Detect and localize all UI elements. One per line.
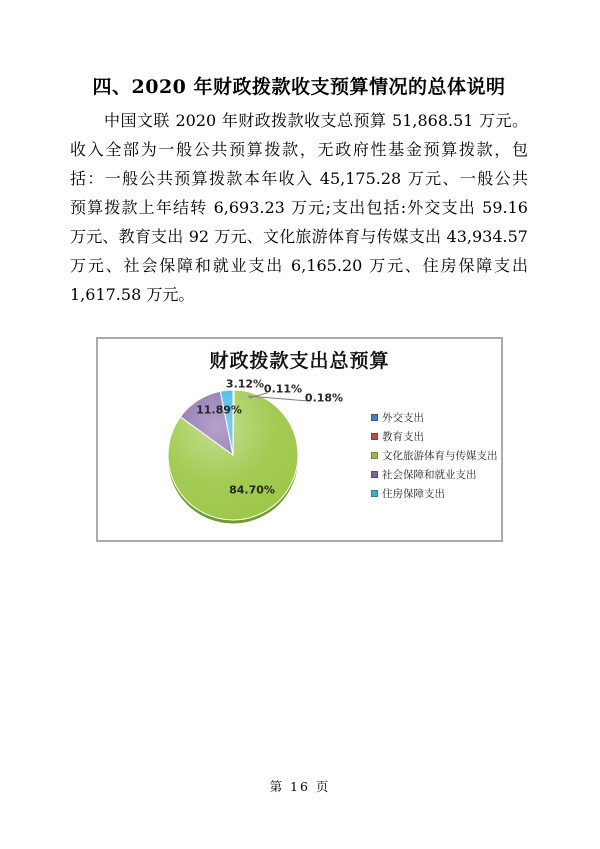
body-line: 中国文联 2020 年财政拨款收支总预算 51,868.51 万元。 [104,111,528,130]
page-number: 第 16 页 [269,779,331,794]
pie-percent-label-waijiao: 0.11% [263,382,303,396]
legend-label: 外交支出 [382,412,424,424]
body-line: 万元、教育支出 92 万元、文化旅游体育与传媒支出 43,934.57 [70,227,528,246]
legend-item-shehui [371,469,498,480]
pie-chart [98,339,501,540]
legend-item-zhufang [371,488,498,499]
legend-item-jiaoyu [371,431,498,442]
pie-chart-frame [96,337,503,542]
pie-percent-label-shehui: 11.89% [196,403,242,417]
chart-legend [371,412,498,499]
body-line: 1,617.58 万元。 [70,285,195,304]
legend-item-wenhua [371,450,498,461]
section-title: 四、2020 年财政拨款收支预算情况的总体说明 [92,76,506,98]
legend-swatch-icon [371,490,378,497]
body-line: 万元、社会保障和就业支出 6,165.20 万元、住房保障支出 [70,256,528,275]
pie-percent-label-wenhua: 84.70% [229,483,275,497]
legend-label: 住房保障支出 [382,488,445,500]
legend-swatch-icon [371,433,378,440]
legend-label: 文化旅游体育与传媒支出 [382,450,498,462]
legend-swatch-icon [371,471,378,478]
legend-label: 教育支出 [382,431,424,443]
pie-percent-label-jiaoyu: 0.18% [304,391,344,405]
body-line: 预算拨款上年结转 6,693.23 万元;支出包括:外交支出 59.16 [70,198,528,217]
body-paragraph [70,106,528,309]
legend-item-waijiao [371,412,498,423]
body-line: 收入全部为一般公共预算拨款，无政府性基金预算拨款，包 [70,140,528,159]
pie-percent-label-zhufang: 3.12% [225,377,265,391]
chart-title: 财政拨款支出总预算 [209,350,390,372]
legend-label: 社会保障和就业支出 [382,469,477,481]
legend-swatch-icon [371,414,378,421]
legend-swatch-icon [371,452,378,459]
body-line: 括：一般公共预算拨款本年收入 45,175.28 万元、一般公共 [70,169,528,188]
